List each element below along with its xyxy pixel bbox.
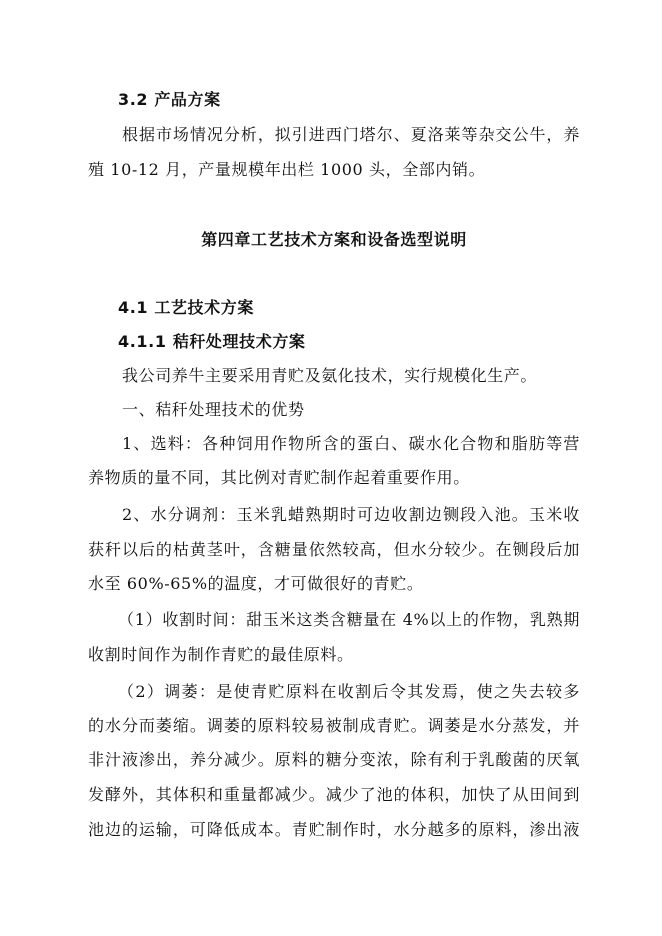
sub-2-line-2: 的水分而萎缩。调萎的原料较易被制成青贮。调萎是水分蒸发，并 [88,716,580,735]
sub-1-line-1: （1）收割时间：甜玉米这类含糖量在 4%以上的作物，乳熟期 [118,610,580,629]
section-3-2-para-line-1: 根据市场情况分析，拟引进西门塔尔、夏洛莱等杂交公牛，养 [122,125,580,144]
section-3-2-para-line-2: 殖 10-12 月，产量规模年出栏 1000 头，全部内销。 [88,160,486,179]
item-1-line-1: 1、选料：各种饲用作物所含的蛋白、碳水化合物和脂肪等营 [122,434,580,453]
item-2-line-3: 水至 60%-65%的温度，才可做很好的青贮。 [88,574,424,593]
section-3-2-heading: 3.2 产品方案 [118,90,221,109]
section-4-1-heading: 4.1 工艺技术方案 [118,298,254,317]
advantages-sub-heading: 一、秸秆处理技术的优势 [122,400,305,419]
sub-2-line-3: 非汁液渗出，养分减少。原料的糖分变浓，除有利于乳酸菌的厌氧 [88,750,580,769]
item-1-line-2: 养物质的量不同，其比例对青贮制作起着重要作用。 [88,468,470,487]
item-2-line-1: 2、水分调剂：玉米乳蜡熟期时可边收割边铡段入池。玉米收 [122,505,580,524]
chapter-4-title: 第四章工艺技术方案和设备选型说明 [201,230,467,249]
sub-2-line-5: 池边的运输，可降低成本。青贮制作时，水分越多的原料，渗出液 [88,820,580,839]
sub-2-line-1: （2）调萎：是使青贮原料在收割后令其发焉，使之失去较多 [118,682,580,701]
section-4-1-1-heading: 4.1.1 秸秆处理技术方案 [118,332,306,351]
sub-2-line-4: 发酵外，其体积和重量都减少。减少了池的体积，加快了从田间到 [88,785,580,804]
section-4-1-1-intro: 我公司养牛主要采用青贮及氨化技术，实行规模化生产。 [122,366,538,385]
sub-1-line-2: 收割时间作为制作青贮的最佳原料。 [88,645,354,664]
item-2-line-2: 获秆以后的枯黄茎叶，含糖量依然较高，但水分较少。在铡段后加 [88,540,580,559]
